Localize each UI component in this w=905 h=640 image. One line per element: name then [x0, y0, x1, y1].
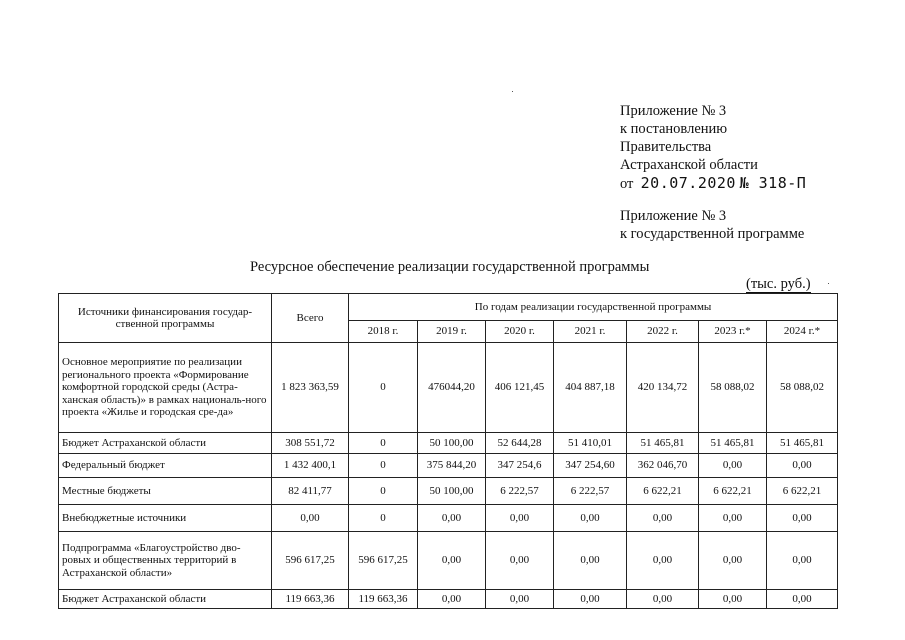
resolution-number: № 318-П [739, 174, 807, 192]
table-row [59, 590, 838, 609]
table-row [59, 505, 838, 532]
year-value: 6 622,21 [627, 478, 699, 505]
year-value: 0,00 [418, 590, 486, 609]
header-year: 2022 г. [627, 321, 699, 343]
header-years-group: По годам реализации государственной программы [349, 294, 838, 321]
year-value: 0,00 [767, 505, 838, 532]
header-year: 2023 г.* [699, 321, 767, 343]
year-value: 0,00 [486, 505, 554, 532]
appendix-program-header [620, 207, 804, 243]
year-value: 0 [349, 505, 418, 532]
year-value: 0,00 [486, 532, 554, 590]
resolution-date-line [620, 174, 806, 193]
year-value: 0,00 [418, 505, 486, 532]
appendix-to-resolution: к постановлению [620, 121, 728, 137]
table-row [59, 433, 838, 454]
scan-speck [828, 283, 829, 284]
year-value: 0,00 [486, 590, 554, 609]
year-value: 0,00 [627, 505, 699, 532]
year-value: 51 410,01 [554, 433, 627, 454]
year-value: 50 100,00 [418, 433, 486, 454]
row-total: 1 432 400,1 [272, 454, 349, 478]
header-total: Всего [272, 294, 349, 343]
header-year: 2024 г.* [767, 321, 838, 343]
row-label: Местные бюджеты [59, 478, 272, 505]
appendix-government: Правительства [620, 139, 712, 155]
year-value: 347 254,6 [486, 454, 554, 478]
header-year: 2020 г. [486, 321, 554, 343]
date-prefix: от [620, 176, 634, 192]
year-value: 362 046,70 [627, 454, 699, 478]
year-value: 0,00 [554, 590, 627, 609]
year-value: 0,00 [767, 532, 838, 590]
header-year: 2021 г. [554, 321, 627, 343]
document-title: Ресурсное обеспечение реализации государственной программы [250, 259, 650, 275]
resource-table [58, 293, 838, 609]
program-appendix-ref: к государственной программе [620, 226, 805, 242]
appendix-number: Приложение № 3 [620, 103, 727, 119]
year-value: 596 617,25 [349, 532, 418, 590]
program-appendix-number: Приложение № 3 [620, 208, 727, 224]
row-label: Федеральный бюджет [59, 454, 272, 478]
year-value: 0,00 [767, 590, 838, 609]
appendix-region: Астраханской области [620, 157, 758, 173]
year-value: 0,00 [627, 590, 699, 609]
year-value: 0,00 [627, 532, 699, 590]
row-label: Внебюджетные источники [59, 505, 272, 532]
table-body [59, 343, 838, 609]
table-row [59, 532, 838, 590]
year-value: 0,00 [418, 532, 486, 590]
year-value: 0,00 [554, 505, 627, 532]
row-total: 82 411,77 [272, 478, 349, 505]
row-total: 308 551,72 [272, 433, 349, 454]
year-value: 0 [349, 478, 418, 505]
year-value: 58 088,02 [699, 343, 767, 433]
year-value: 52 644,28 [486, 433, 554, 454]
table-row [59, 478, 838, 505]
year-value: 0,00 [767, 454, 838, 478]
year-value: 51 465,81 [627, 433, 699, 454]
resolution-date: 20.07.2020 [640, 174, 736, 192]
year-value: 51 465,81 [767, 433, 838, 454]
year-value: 51 465,81 [699, 433, 767, 454]
year-value: 6 222,57 [554, 478, 627, 505]
year-value: 119 663,36 [349, 590, 418, 609]
year-value: 0,00 [699, 590, 767, 609]
row-label: Бюджет Астраханской области [59, 433, 272, 454]
year-value: 0 [349, 433, 418, 454]
appendix-resolution-header [620, 102, 806, 193]
year-value: 6 622,21 [767, 478, 838, 505]
year-value: 347 254,60 [554, 454, 627, 478]
year-value: 0,00 [699, 454, 767, 478]
year-value: 0 [349, 454, 418, 478]
table-row [59, 454, 838, 478]
header-source: Источники финансирования государ-ственной программы [59, 294, 272, 343]
year-value: 404 887,18 [554, 343, 627, 433]
year-value: 420 134,72 [627, 343, 699, 433]
year-value: 58 088,02 [767, 343, 838, 433]
header-year: 2018 г. [349, 321, 418, 343]
row-total: 0,00 [272, 505, 349, 532]
year-value: 476044,20 [418, 343, 486, 433]
row-total: 596 617,25 [272, 532, 349, 590]
year-value: 375 844,20 [418, 454, 486, 478]
header-year: 2019 г. [418, 321, 486, 343]
year-value: 0,00 [699, 532, 767, 590]
row-total: 1 823 363,59 [272, 343, 349, 433]
year-value: 6 622,21 [699, 478, 767, 505]
row-label: Бюджет Астраханской области [59, 590, 272, 609]
year-value: 50 100,00 [418, 478, 486, 505]
unit-label: (тыс. руб.) [746, 276, 811, 292]
year-value: 0,00 [554, 532, 627, 590]
table-row [59, 343, 838, 433]
year-value: 0 [349, 343, 418, 433]
year-value: 6 222,57 [486, 478, 554, 505]
row-label: Подпрограмма «Благоустройство дво-ровых и общественных территорий в Астраханской области» [59, 532, 272, 590]
row-total: 119 663,36 [272, 590, 349, 609]
year-value: 406 121,45 [486, 343, 554, 433]
scan-speck [512, 91, 513, 92]
row-label: Основное мероприятие по реализации регионального проекта «Формирование комфортной городской среды (Астра-ханская область)» в рамках националь-ного проекта «Жилье и городская сре-да» [59, 343, 272, 433]
year-value: 0,00 [699, 505, 767, 532]
